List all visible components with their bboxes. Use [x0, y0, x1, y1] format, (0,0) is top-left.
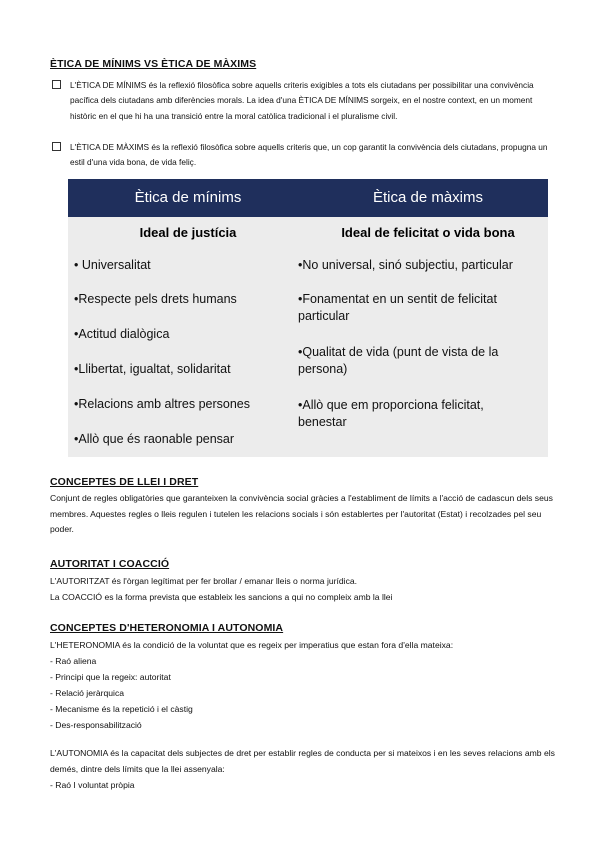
list-item: - Principi que la regeix: autoritat: [50, 672, 171, 682]
left-cell: •Relacions amb altres persones: [74, 397, 250, 411]
right-cell: •Fonamentat en un sentit de felicitat particular: [298, 292, 497, 323]
section-title-llei: CONCEPTES DE LLEI I DRET: [50, 476, 199, 488]
section-title-etica: ÈTICA DE MÍNIMS VS ÈTICA DE MÀXIMS: [50, 58, 257, 70]
item-text: L'ÈTICA DE MÀXIMS és la reflexió filosòfica sobre aquells criteris que, un cop garantit la convivència dels ciutadans, propugna un estil d'una vida bona, de vida feliç.: [70, 142, 548, 168]
list-item: - Raó I voluntat pròpia: [50, 780, 135, 790]
right-cell: •Qualitat de vida (punt de vista de la persona): [298, 345, 499, 376]
left-cell: •Llibertat, igualtat, solidaritat: [74, 362, 231, 376]
left-cell: •Allò que és raonable pensar: [74, 432, 235, 446]
subheader-felicitat: Ideal de felicitat o vida bona: [341, 225, 515, 240]
list-item: - Relació jeràrquica: [50, 688, 125, 698]
paragraph-autonomia: L'AUTONOMIA és la capacitat dels subjectes de dret per establir regles de conducta per si mateixos i en les seves relacions amb els demés, dintre dels límits que la llei assenyala:: [50, 748, 555, 774]
comparison-table: [68, 179, 548, 457]
subheader-justicia: Ideal de justícia: [139, 225, 237, 240]
list-item: - Mecanisme és la repetició i el càstig: [50, 704, 193, 714]
left-cell: •Actitud dialògica: [74, 327, 170, 341]
paragraph-coaccio: La COACCIÓ es la forma prevista que estableix les sancions a qui no compleix amb la llei: [50, 592, 393, 602]
checkbox-icon: [52, 142, 61, 151]
paragraph-autoritat: L'AUTORITZAT és l'òrgan legítimat per fer brollar / emanar lleis o norma jurídica.: [50, 576, 358, 586]
left-cell: • Universalitat: [74, 258, 151, 272]
section-title-heteronomia: CONCEPTES D'HETERONOMIA I AUTONOMIA: [50, 622, 284, 634]
paragraph-heteronomia: L'HETERONOMIA és la condició de la voluntat que es regeix per imperatius que estan fora d'ella mateixa:: [50, 640, 454, 650]
list-item: - Raó aliena: [50, 656, 97, 666]
right-cell: •Allò que em proporciona felicitat, benestar: [298, 398, 484, 429]
left-cell: •Respecte pels drets humans: [74, 292, 237, 306]
list-item: - Des-responsabilització: [50, 720, 142, 730]
right-cell: •No universal, sinó subjectiu, particular: [298, 258, 513, 272]
table-header: [68, 179, 548, 217]
header-maxims: Ètica de màxims: [372, 189, 484, 206]
list-item-maxims: [70, 140, 560, 171]
list-item-minims: [70, 78, 560, 124]
section-title-autoritat: AUTORITAT I COACCIÓ: [50, 558, 170, 570]
paragraph-llei: Conjunt de regles obligatòries que garanteixen la convivència social gràcies a l'establiment de límits a l'acció de cadascun dels seus membres. Aquestes regles o lleis regulen i tutelen les relacions socials i són establertes per l'autoritat (Estat) i recolzades pel seu poder.: [50, 493, 553, 535]
item-text: L'ÈTICA DE MÍNIMS és la reflexió filosòfica sobre aquells criteris exigibles a tots els ciutadans per possibilitar una convivència pacífica dels ciutadans amb diferències morals. La idea d'una ÈTICA DE MÍNIMS sorgeix, en el nostre context, en un moment històric en el que hi ha una transició entre la moral catòlica tradicional i el pluralisme civil.: [70, 80, 534, 121]
checkbox-icon: [52, 80, 61, 89]
header-minims: Ètica de mínims: [134, 189, 242, 206]
